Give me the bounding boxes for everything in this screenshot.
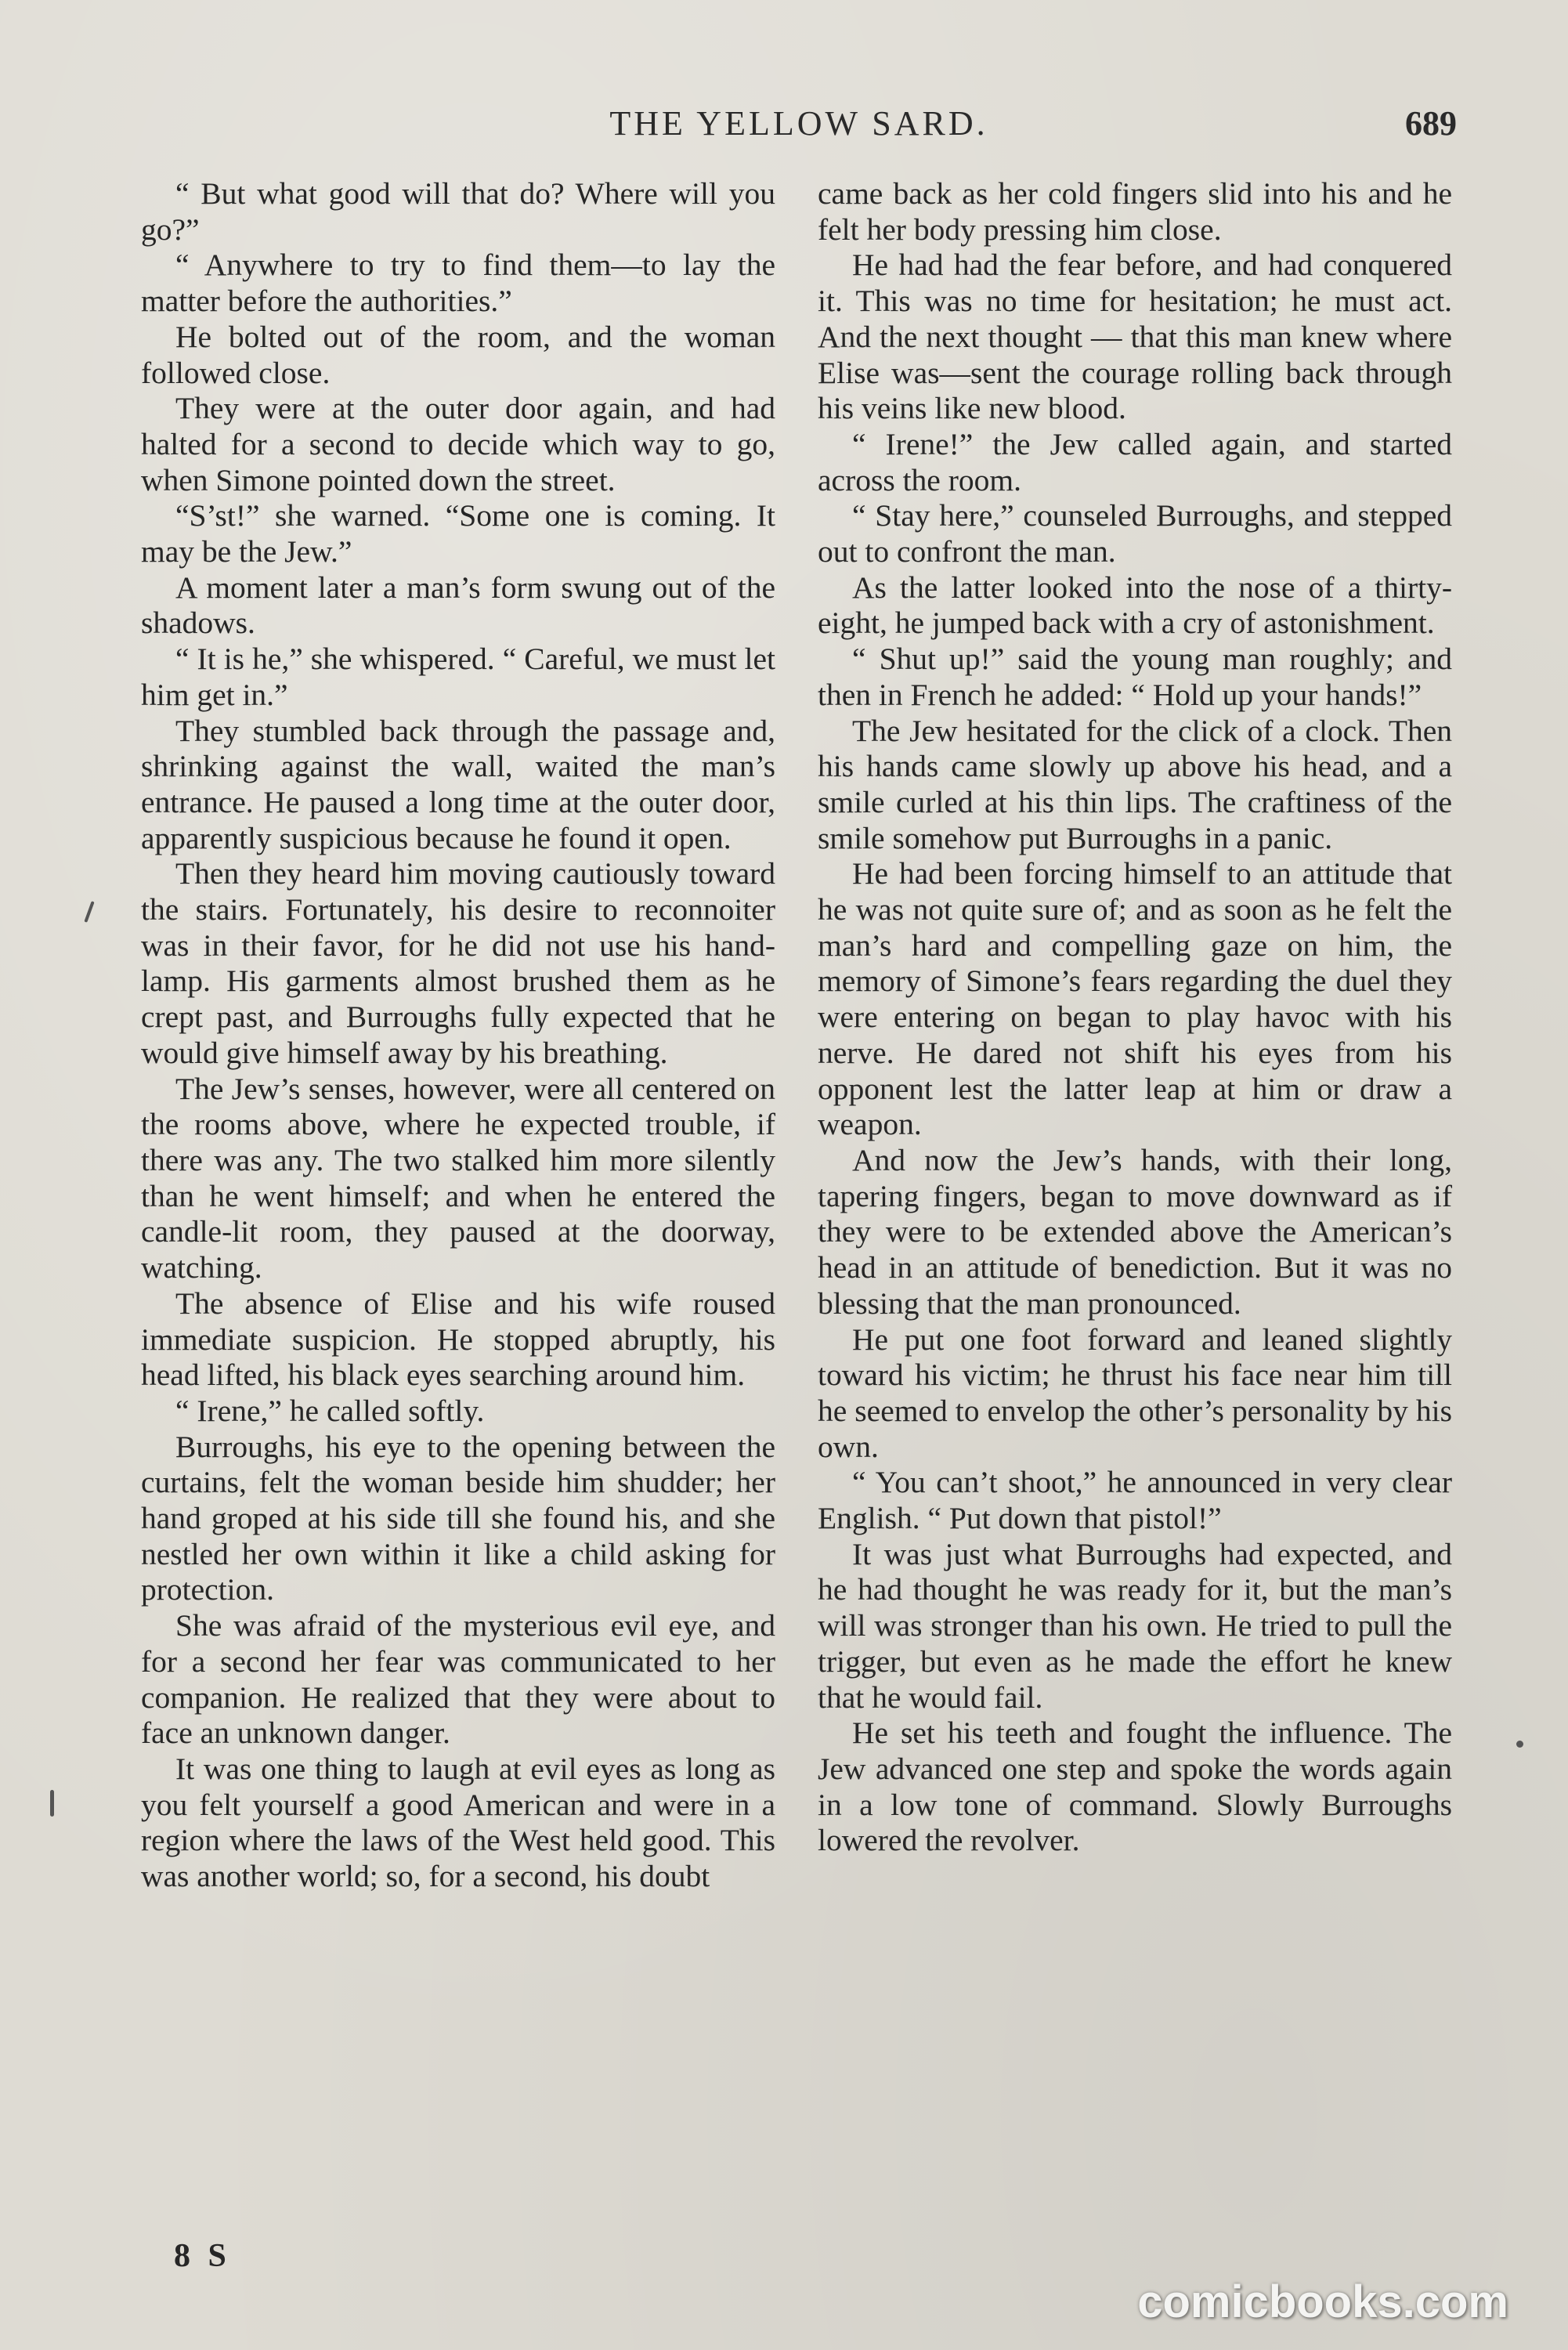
paragraph: The Jew hesitated for the click of a clock. Then his hands came slowly up above his head, and a smile curled at his thin lips. The craftiness of the smile somehow put Burroughs in a panic. (818, 713, 1452, 855)
paragraph: He put one foot forward and leaned slightly toward his victim; he thrust his face near him till he seemed to envelop the other’s personality by his own. (818, 1321, 1452, 1464)
left-column (141, 176, 775, 1895)
paper-blemish (50, 1790, 54, 1817)
paragraph: He set his teeth and fought the influence. The Jew advanced one step and spoke the words again in a low tone of command. Slowly Burroughs lowered the revolver. (818, 1716, 1452, 1858)
paragraph: They were at the outer door again, and had halted for a second to decide which way to go, when Simone pointed down the street. (141, 391, 775, 497)
paper-blemish (84, 901, 94, 923)
paragraph: “S’st!” she warned. “Some one is coming. It may be the Jew.” (141, 498, 775, 569)
paragraph: “ Irene,” he called softly. (175, 1393, 485, 1428)
paragraph: “ You can’t shoot,” he announced in very clear English. “ Put down that pistol!” (818, 1465, 1452, 1536)
running-title: THE YELLOW SARD. (609, 104, 988, 143)
paragraph: A moment later a man’s form swung out of the shadows. (141, 569, 775, 641)
paragraph: And now the Jew’s hands, with their long, tapering fingers, began to move downward as if they were to be extended above the American’s head in an attitude of benediction. But it was no blessing that the man pronounced. (818, 1142, 1452, 1321)
paragraph: It was just what Burroughs had expected, and he had thought he was ready for it, but the man’s will was stronger than his own. He tried to pull the trigger, but even as he made the effort he knew that he would fail. (818, 1536, 1452, 1715)
paragraph: “ Irene!” the Jew called again, and started across the room. (818, 426, 1452, 497)
paragraph: The Jew’s senses, however, were all centered on the rooms above, where he expected trouble, if there was any. The two stalked him more silently than he went himself; and when he entered the candle-lit room, they paused at the doorway, watching. (141, 1071, 775, 1285)
paragraph: “ But what good will that do? Where will you go?” (141, 176, 775, 247)
paragraph: They stumbled back through the passage and, shrinking against the wall, waited the man’s entrance. He paused a long time at the outer door, apparently suspicious because he found it open. (141, 713, 775, 855)
page-header (141, 103, 1457, 150)
paragraph: “ Stay here,” counseled Burroughs, and stepped out to confront the man. (818, 498, 1452, 569)
paper-blemish (1516, 1741, 1523, 1748)
paragraph: The absence of Elise and his wife roused immediate suspicion. He stopped abruptly, his head lifted, his black eyes searching around him. (141, 1285, 775, 1393)
paragraph: It was one thing to laugh at evil eyes as long as you felt yourself a good American and were in a region where the laws of the West held good. This was another world; so, for a second, his doubt (141, 1751, 775, 1894)
right-column (818, 176, 1452, 1859)
signature-mark: 8 S (174, 2238, 231, 2274)
paragraph: He had been forcing himself to an attitude that he was not quite sure of; and as soon as he felt the man’s hard and compelling gaze on him, the memory of Simone’s fears regarding the duel they were entering on began to play havoc with his nerve. He dared not shift his eyes from his opponent lest the latter leap at him or draw a weapon. (818, 856, 1452, 1142)
watermark: comicbooks.com (1137, 2276, 1508, 2327)
paragraph: He bolted out of the room, and the woman followed close. (141, 319, 775, 390)
paragraph: Then they heard him moving cautiously toward the stairs. Fortunately, his desire to reconnoiter was in their favor, for he did not use his hand-lamp. His garments almost brushed them as he crept past, and Burroughs fully expected that he would give himself away by his breathing. (141, 856, 775, 1070)
paragraph: Burroughs, his eye to the opening between the curtains, felt the woman beside him shudder; her hand groped at his side till she found his, and she nestled her own within it like a child asking for protection. (141, 1429, 775, 1607)
paragraph: As the latter looked into the nose of a thirty-eight, he jumped back with a cry of astonishment. (818, 569, 1452, 641)
paragraph: “ Shut up!” said the young man roughly; and then in French he added: “ Hold up your hands!” (818, 642, 1452, 712)
paragraph: She was afraid of the mysterious evil eye, and for a second her fear was communicated to her companion. He realized that they were about to face an unknown danger. (141, 1608, 775, 1751)
paragraph: “ It is he,” she whispered. “ Careful, we must let him get in.” (141, 642, 775, 712)
paragraph: He had had the fear before, and had conquered it. This was no time for hesitation; he must act. And the next thought — that this man knew where Elise was—sent the courage rolling back through his veins like new blood. (818, 248, 1452, 426)
page-number: 689 (1405, 104, 1457, 143)
paragraph-continued: came back as her cold fingers slid into his and he felt her body pressing him close. (818, 176, 1452, 247)
paragraph: “ Anywhere to try to find them—to lay the matter before the authorities.” (141, 248, 775, 319)
